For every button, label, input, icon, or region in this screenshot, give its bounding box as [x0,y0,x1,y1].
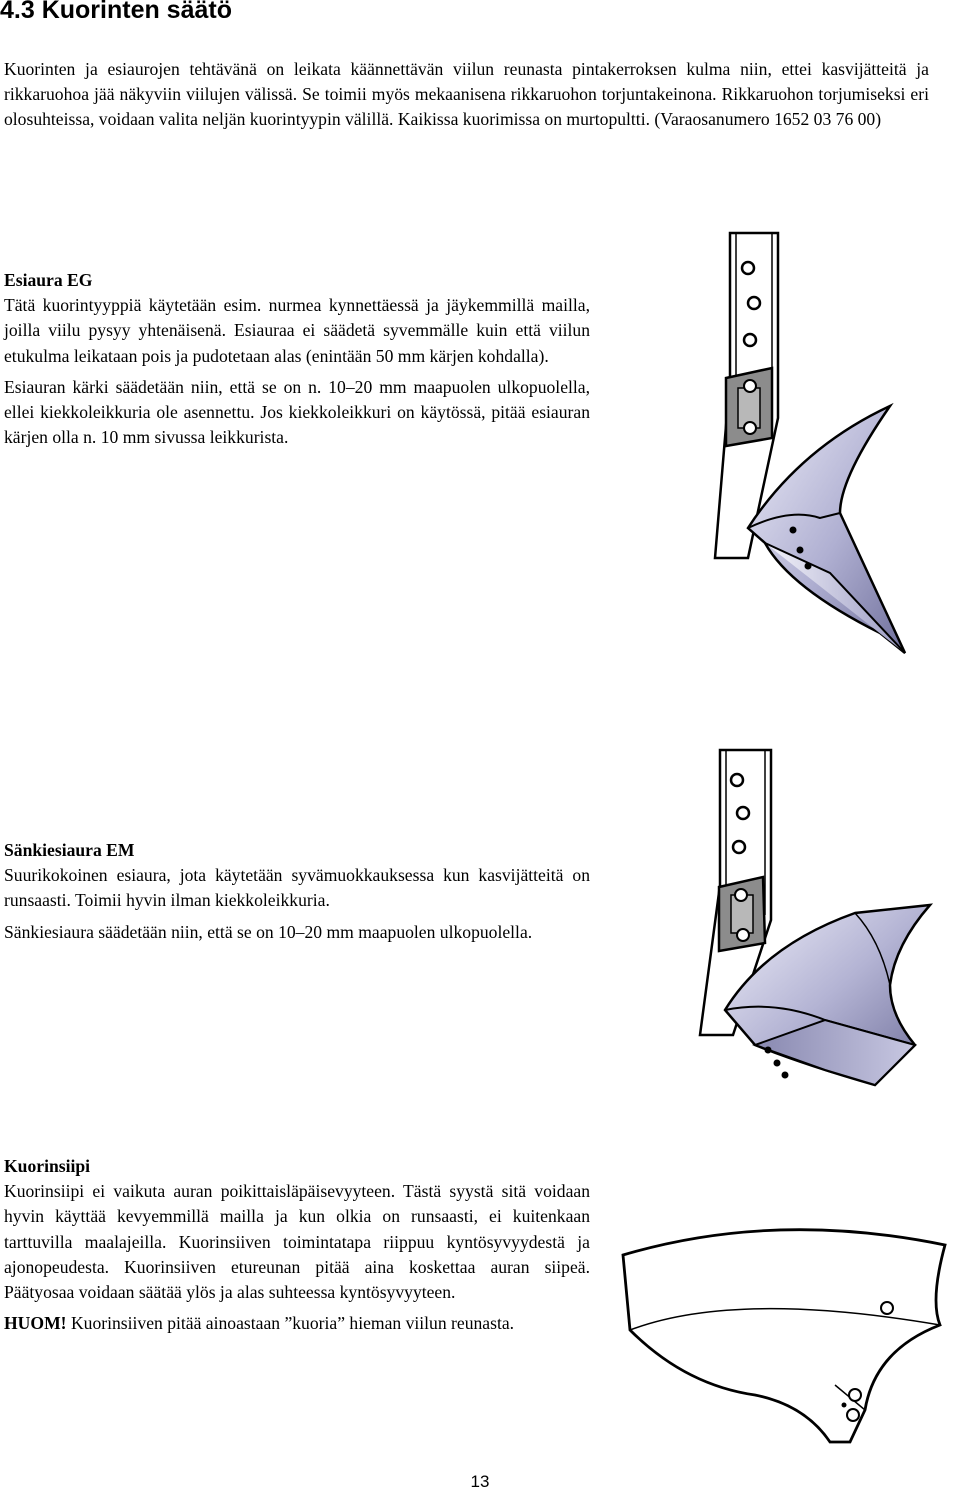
intro-paragraph: Kuorinten ja esiaurojen tehtävänä on leikata käännettävän viilun reunasta pintakerroksen kulma niin, ettei kasvijätteitä ja rikkaruohoa jää näkyviin viilujen välissä. Se toimii myös mekaanisena rikkaruohon torjuntakeinona. Rikkaruohon torjumiseksi eri olosuhteissa, voidaan valita neljän kuorintyypin välillä. Kaikissa kuorimissa on murtopultti. (Varaosanumero 1652 03 76 00) [4,59,929,130]
note-text: Kuorinsiiven pitää ainoastaan ”kuoria” hieman viilun reunasta. [66,1313,515,1334]
section-siipi-title: Kuorinsiipi [4,1156,91,1176]
page-title: 4.3 Kuorinten säätö [0,0,232,24]
section-siipi-paragraph-1: Kuorinsiipi ei vaikuta auran poikittaisläpäisevyyteen. Tästä syystä sitä voidaan hyvin käyttää kevyemmillä mailla ja kun olkia on runsaasti, ei kuitenkaan tarttuvilla maalajeilla. Kuorinsiiven toimintatapa riippuu kyntösyvyydestä ja ajonopeudesta. Kuorinsiiven etureunan pitää aina koskettaa auran siipeä. Päätyosaa voidaan säätää ylös ja alas suhteessa kyntösyvyyteen. [4,1181,590,1303]
section-eg-paragraph-2: Esiauran kärki säädetään niin, että se on n. 10–20 mm maapuolen ulkopuolella, ellei kiekkoleikkuria ole asennettu. Jos kiekkoleikkuri on käytössä, pitää esiauran kärjen olla n. 10 mm sivussa leikkurista. [4,376,590,448]
section-siipi [4,1154,590,1336]
page-number: 13 [470,1472,490,1491]
section-eg-title: Esiaura EG [4,270,93,290]
sankiesiaura-em-illustration [685,745,940,1110]
section-em-paragraph-1: Suurikokoinen esiaura, jota käytetään syvämuokkauksessa kun kasvijätteitä on runsaasti. Toimii hyvin ilman kiekkoleikkuria. [4,865,590,911]
note-label: HUOM! [4,1313,67,1334]
section-em-title: Sänkiesiaura EM [4,840,135,860]
section-eg [4,268,590,450]
section-siipi-note [4,1313,514,1333]
section-em [4,838,590,945]
kuorinsiipi-illustration [615,1210,950,1450]
section-em-paragraph-2: Sänkiesiaura säädetään niin, että se on 10–20 mm maapuolen ulkopuolella. [4,921,533,942]
section-eg-paragraph-1: Tätä kuorintyyppiä käytetään esim. nurmea kynnettäessä ja jäykemmillä mailla, joilla viilu pysyy yhtenäisenä. Esiauraa ei säädetä syvemmälle kuin että viilun etukulma leikataan pois ja pudotetaan alas (enintään 50 mm kärjen kohdalla). [4,295,590,366]
esiaura-eg-illustration [690,228,940,658]
